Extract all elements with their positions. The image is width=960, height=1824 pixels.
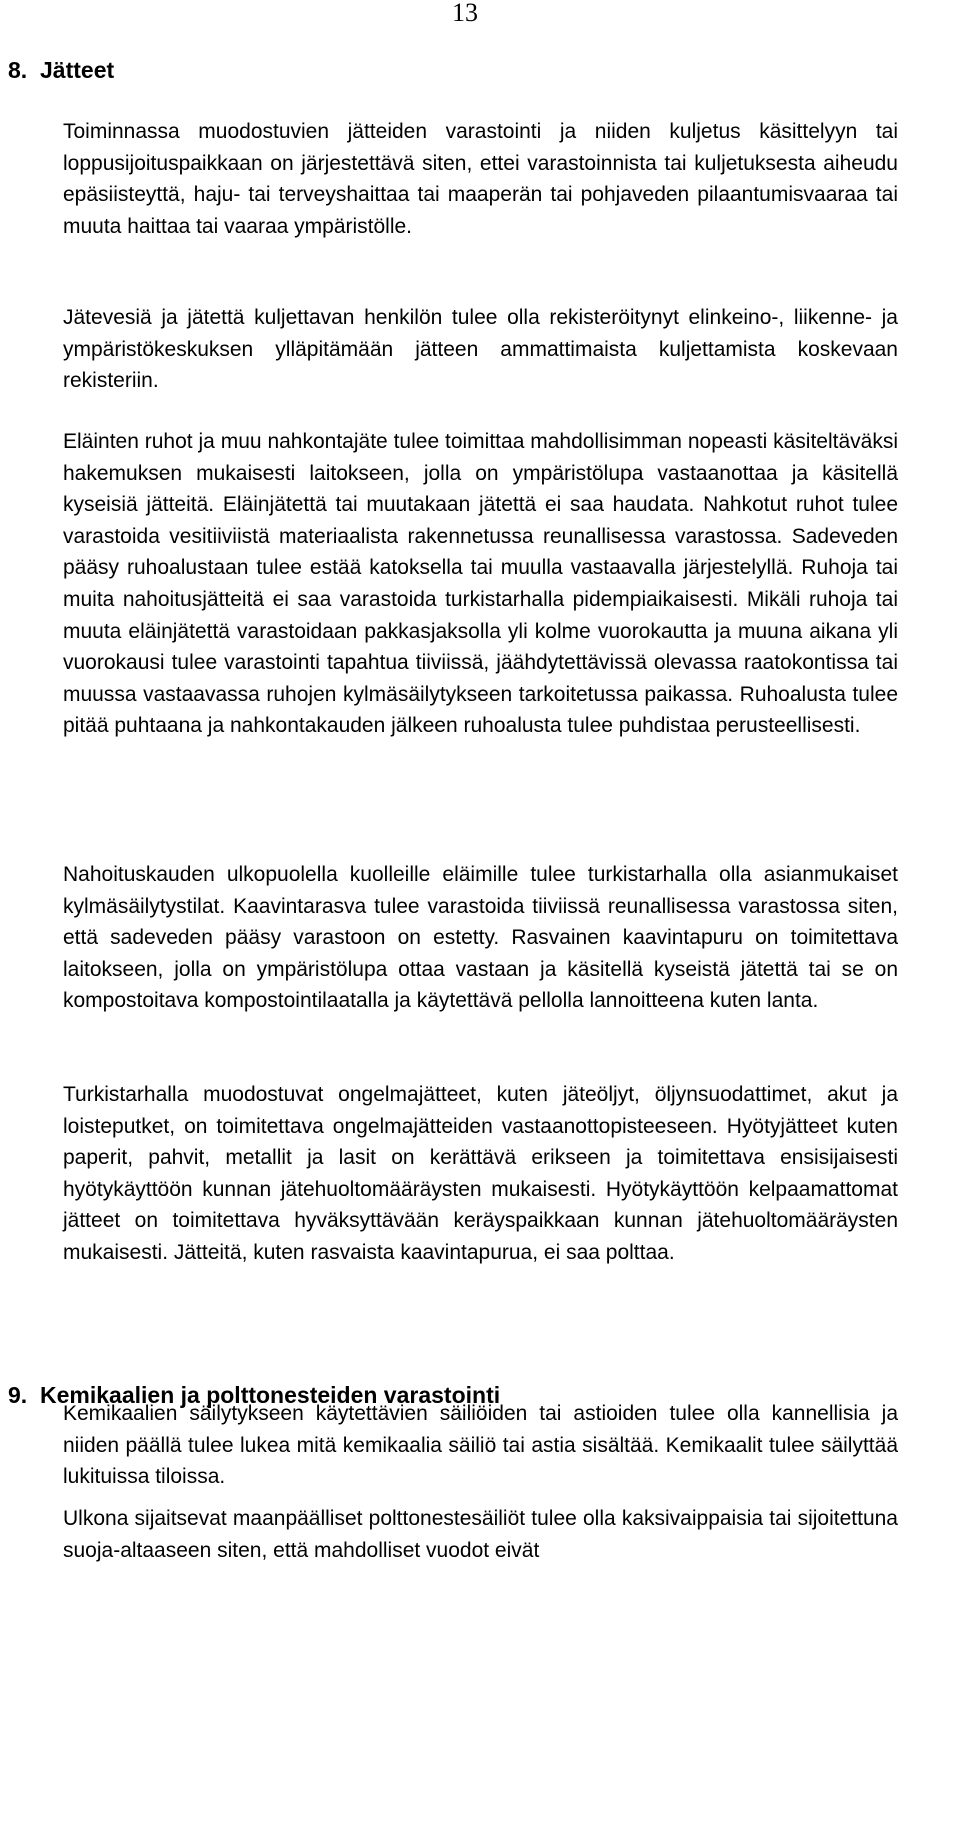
section-number: 9. bbox=[8, 1382, 28, 1408]
paragraph: Kemikaalien säilytykseen käytettävien säiliöiden tai astioiden tulee olla kannellisia ja niiden päällä tulee lukea mitä kemikaalia säiliö tai astia sisältää. Kemikaalit tulee säilyttää lukituissa tiloissa. bbox=[63, 1402, 898, 1489]
section-number: 8. bbox=[8, 57, 28, 83]
section-title: Jätteet bbox=[40, 57, 115, 83]
section-title: Kemikaalien ja polttonesteiden varastointi bbox=[40, 1382, 501, 1408]
paragraph: Toiminnassa muodostuvien jätteiden varastointi ja niiden kuljetus käsittelyyn tai loppusijoituspaikkaan on järjestettävä siten, ettei varastoinnista tai kuljetuksesta aiheudu epäsiisteyttä, haju- tai terveyshaittaa tai maaperän tai pohjaveden pilaantumisvaaraa tai muuta haittaa tai vaaraa ympäristölle. bbox=[63, 120, 898, 238]
paragraph: Eläinten ruhot ja muu nahkontajäte tulee toimittaa mahdollisimman nopeasti käsiteltäväksi hakemuksen mukaisesti laitokseen, jolla on ympäristölupa vastaanottaa ja käsitellä kyseisiä jätteitä. Eläinjätettä tai muutakaan jätettä ei saa haudata. Nahkotut ruhot tulee varastoida vesitiiviistä materiaalista rakennetussa reunallisessa varastossa. Sadeveden pääsy ruhoalustaan tulee estää katoksella tai muulla vastaavalla järjestelyllä. Ruhoja tai muita nahoitusjätteitä ei saa varastoida turkistarhalla pidempiaikaisesti. Mikäli ruhoja tai muuta eläinjätettä varastoidaan pakkasjaksolla yli kolme vuorokautta ja muuna aikana yli vuorokausi tulee varastointi tapahtua tiiviissä, jäähdytettävissä olevassa raatokontissa tai muussa vastaavassa ruhojen kylmäsäilytykseen tarkoitetussa paikassa. Ruhoalusta tulee pitää puhtaana ja nahkontakauden jälkeen ruhoalusta tulee puhdistaa perusteellisesti. bbox=[63, 430, 898, 738]
paragraph: Turkistarhalla muodostuvat ongelmajätteet, kuten jäteöljyt, öljynsuodattimet, akut ja loisteputket, on toimitettava ongelmajätteiden vastaanottopisteeseen. Hyötyjätteet kuten paperit, pahvit, metallit ja lasit on kerättävä erikseen ja toimitettava ensisijaisesti hyötykäyttöön kunnan jätehuoltomääräysten mukaisesti. Hyötykäyttöön kelpaamattomat jätteet on toimitettava hyväksyttävään keräyspaikkaan kunnan jätehuoltomääräysten mukaisesti. Jätteitä, kuten rasvaista kaavintapurua, ei saa polttaa. bbox=[63, 1083, 898, 1264]
paragraph: Jätevesiä ja jätettä kuljettavan henkilön tulee olla rekisteröitynyt elinkeino-, liikenne- ja ympäristökeskuksen ylläpitämään jätteen ammattimaista kuljettamista koskevaan rekisteriin. bbox=[63, 306, 898, 393]
page-number: 13 bbox=[452, 0, 478, 27]
paragraph: Nahoituskauden ulkopuolella kuolleille eläimille tulee turkistarhalla olla asianmukaiset kylmäsäilytystilat. Kaavintarasva tulee varastoida tiiviissä reunallisessa varastossa siten, että sadeveden pääsy varastoon on estetty. Rasvainen kaavintapuru on toimitettava laitokseen, jolla on ympäristölupa ottaa vastaan ja käsitellä kyseistä jätettä tai se on kompostoitava kompostointilaatalla ja käytettävä pellolla lannoitteena kuten lanta. bbox=[63, 863, 898, 1013]
paragraph: Ulkona sijaitsevat maanpäälliset polttonestesäiliöt tulee olla kaksivaippaisia tai sijoitettuna suoja-altaaseen siten, että mahdolliset vuodot eivät bbox=[63, 1507, 898, 1562]
